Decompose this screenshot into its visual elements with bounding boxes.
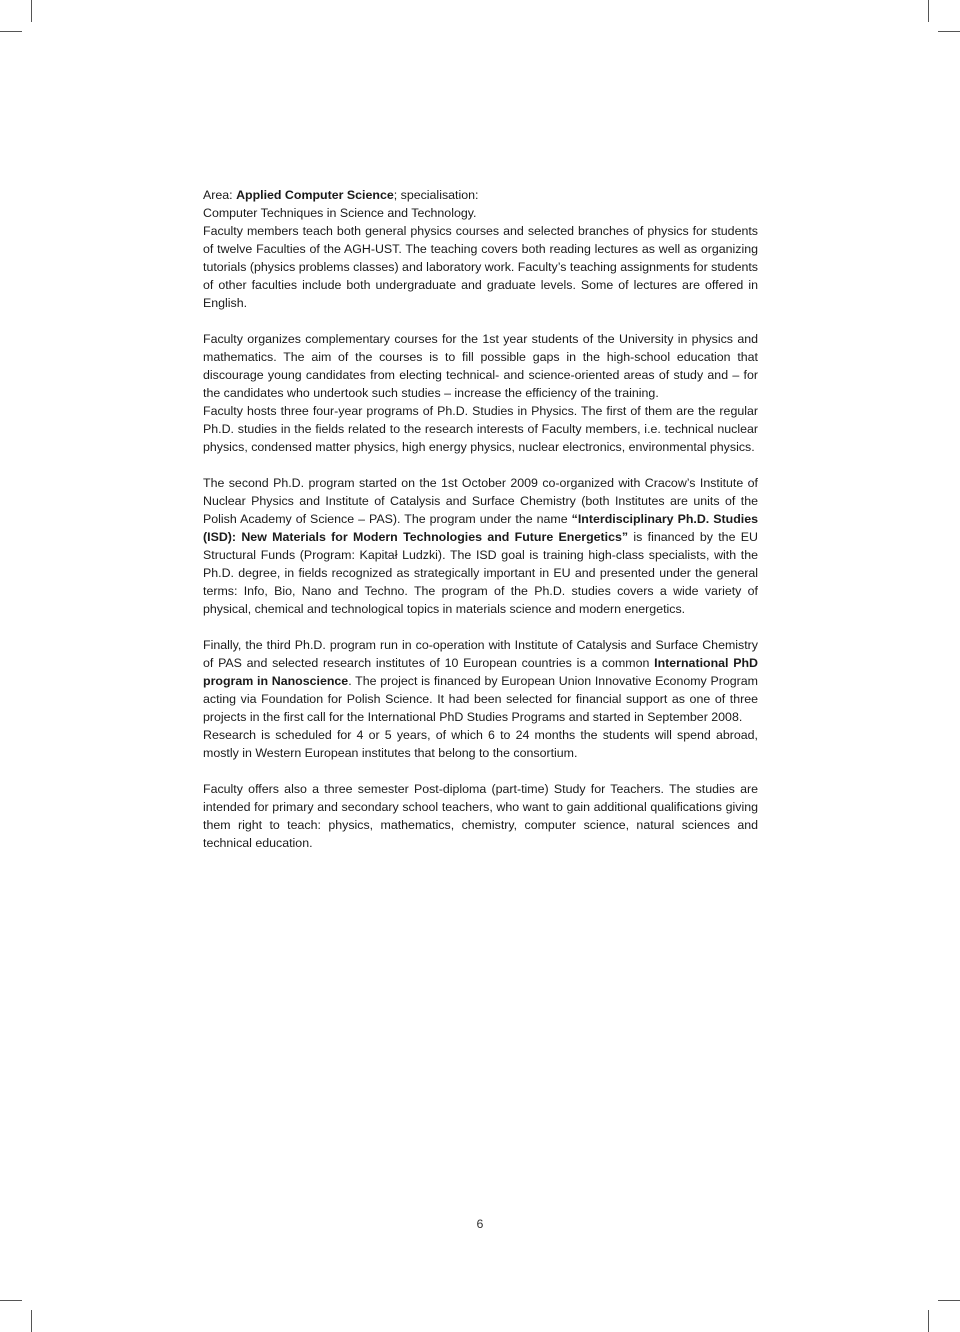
crop-mark-top-right-vertical: [928, 0, 929, 22]
third-phd-text-2: . The project is financed by European Union Innovative Economy Program acting via Foundation for Polish Science. It had been selected for financial support as one of three projects in the first call for the International PhD Studies Programs and started in September 2008.: [203, 674, 758, 724]
paragraph-area: [203, 186, 758, 312]
paragraph-research-schedule: Research is scheduled for 4 or 5 years, of which 6 to 24 months the students will spend abroad, mostly in Western European institutes that belong to the consortium.: [203, 728, 758, 760]
crop-mark-top-left-horizontal: [0, 31, 22, 32]
second-phd-text-1: The second Ph.D. program started on the 1st October 2009 co-organized with Cracow’s Institute of Nuclear Physics and Institute of Catalysis and Surface Chemistry (both Institutes are units of the Polish Academy of Science – PAS). The program under the name: [203, 476, 758, 526]
third-phd-name: International PhD program in Nanoscience: [203, 656, 759, 688]
paragraph-post-diploma: Faculty offers also a three semester Post-diploma (part-time) Study for Teachers. The studies are intended for primary and secondary school teachers, who want to gain additional qualifications giving them right to teach: physics, mathematics, chemistry, computer science, natural sciences and technical education.: [203, 782, 758, 850]
specialisation-text: Computer Techniques in Science and Technology.: [203, 206, 477, 220]
crop-mark-top-right-horizontal: [938, 31, 960, 32]
crop-mark-bottom-left-horizontal: [0, 1300, 22, 1301]
area-suffix: ; specialisation:: [393, 188, 479, 202]
second-phd-text-2: is financed by the EU Structural Funds (Program: Kapitał Ludzki). The ISD goal is training high-class specialists, with the Ph.D. degree, in fields recognized as strategically important in EU and presented under the general terms: Info, Bio, Nano and Techno. The program of the Ph.D. studies covers a wide variety of physical, chemical and technological topics in materials science and modern energetics.: [203, 530, 758, 616]
page-number: 6: [476, 1217, 484, 1231]
third-phd-text-1: Finally, the third Ph.D. program run in co-operation with Institute of Catalysis and Surface Chemistry of PAS and selected research institutes of 10 European countries is a common: [203, 638, 758, 670]
paragraph-third-phd: [203, 636, 758, 726]
crop-mark-bottom-right-vertical: [928, 1310, 929, 1332]
area-prefix: Area:: [203, 188, 237, 202]
teaching-text-2: The teaching covers both reading lectures as well as organizing tutorials (physics problems classes) and laboratory work. Faculty’s teaching assignments for students of other faculties include both undergraduate and graduate levels. Some of lectures are offered in English.: [203, 242, 758, 310]
area-name: Applied Computer Science: [236, 188, 394, 202]
crop-mark-bottom-left-vertical: [31, 1310, 32, 1332]
teaching-text-1: Faculty members teach both general physics courses and selected branches of physics for students of twelve Faculties of the AGH-UST.: [203, 224, 758, 256]
second-phd-name: “Interdisciplinary Ph.D. Studies (ISD): New Materials for Modern Technologies and Future Energetics”: [203, 512, 758, 544]
crop-mark-bottom-right-horizontal: [938, 1300, 960, 1301]
document-body: [203, 186, 758, 852]
paragraph-second-phd: [203, 474, 758, 618]
paragraph-phd-programs: Faculty hosts three four-year programs of Ph.D. Studies in Physics. The first of them are the regular Ph.D. studies in the fields related to the research interests of Faculty members, i.e. technical nuclear physics, condensed matter physics, high energy physics, nuclear electronics, environmental physics.: [203, 404, 758, 454]
crop-mark-top-left-vertical: [31, 0, 32, 22]
paragraph-complementary-courses: Faculty organizes complementary courses for the 1st year students of the University in physics and mathematics. The aim of the courses is to fill possible gaps in the high-school education that discourage young candidates from electing technical- and science-oriented areas of study and – for the candidates who undertook such studies – increase the efficiency of the training.: [203, 332, 758, 400]
